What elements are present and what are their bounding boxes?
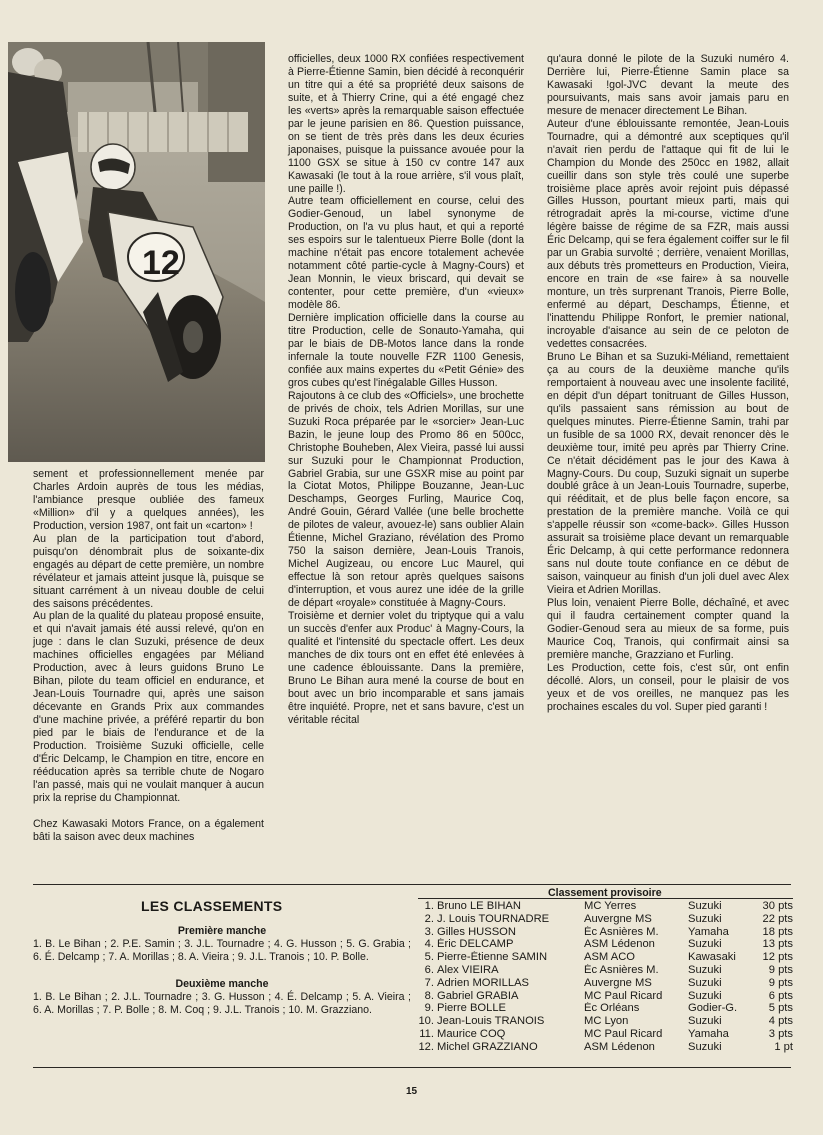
points-cell: 1 pt xyxy=(774,1040,793,1053)
race-photo xyxy=(8,42,265,462)
points-cell: 30 pts xyxy=(762,900,793,912)
brand-cell: Kawasaki xyxy=(688,951,736,964)
rider-cell: Gilles HUSSON xyxy=(437,925,516,938)
table-row xyxy=(418,1002,793,1015)
club-cell: ASM ACO xyxy=(584,951,635,964)
paragraph: sement et professionnellement menée par Charles Ardoin auprès de tous les médias, l'ambiance presque oubliée des fameux «Million» d'il y a quelques années), les Production, version 1987, ont fait un «carton» ! xyxy=(33,468,264,532)
standings-title: Classement provisoire xyxy=(548,887,662,899)
rank-cell: 6. xyxy=(424,963,434,976)
club-cell: ASM Lédenon xyxy=(584,1040,655,1053)
rank-cell: 10. xyxy=(418,1015,434,1028)
brand-cell: Suzuki xyxy=(688,963,722,976)
rank-cell: 1. xyxy=(424,900,434,912)
club-cell: ASM Lédenon xyxy=(584,938,655,951)
page-number: 15 xyxy=(406,1086,418,1097)
points-cell: 5 pts xyxy=(768,1002,793,1015)
results-title: LES CLASSEMENTS xyxy=(141,898,283,914)
points-cell: 12 pts xyxy=(762,951,793,964)
points-cell: 3 pts xyxy=(768,1027,793,1040)
club-cell: MC Yerres xyxy=(584,900,637,912)
table-row xyxy=(418,1015,793,1028)
club-cell: MC Paul Ricard xyxy=(584,989,663,1002)
standings-table xyxy=(418,898,793,1054)
race2-title: Deuxième manche xyxy=(175,978,269,990)
table-row xyxy=(418,977,793,990)
club-cell: MC Paul Ricard xyxy=(584,1027,663,1040)
points-cell: 18 pts xyxy=(762,925,793,938)
paragraph: Autre team officiellement en course, celui des Godier-Genoud, un label synonyme de Production, on l'a vu plus haut, et qui a reporté ses espoirs sur le talentueux Pierre Bolle (dont la machine n'était pas encore totalement achevée notamment côté partie-cycle à Magny-Cours) et Jean Monnin, le vieux briscard, qui devait se contenter, pour cette première, d'un «vieux» modèle 86. xyxy=(288,195,524,312)
rank-cell: 2. xyxy=(424,912,434,925)
rider-cell: J. Louis TOURNADRE xyxy=(437,912,550,925)
rank-cell: 11. xyxy=(419,1027,434,1040)
brand-cell: Suzuki xyxy=(688,1040,722,1053)
rider-cell: Jean-Louis TRANOIS xyxy=(437,1015,545,1028)
race2-result: 1. B. Le Bihan ; 2. J.L. Tournadre ; 3. G. Husson ; 4. É. Delcamp ; 5. A. Vieira ; 6. A. Morillas ; 7. P. Bolle ; 8. M. Coq ; 9. J.L. Tranois ; 10. M. Grazziano. xyxy=(33,991,411,1016)
article-column-2 xyxy=(288,53,524,727)
brand-cell: Suzuki xyxy=(688,912,722,925)
rank-cell: 7. xyxy=(424,976,434,989)
table-row xyxy=(418,926,793,939)
rank-cell: 3. xyxy=(424,925,434,938)
rider-cell: Alex VIEIRA xyxy=(437,963,499,976)
club-cell: Auvergne MS xyxy=(584,976,652,989)
rank-cell: 5. xyxy=(424,951,434,964)
paragraph: qu'aura donné le pilote de la Suzuki numéro 4. Derrière lui, Pierre-Étienne Samin place sa Kawasaki !gol-JVC devant la meute des poursuivants, mais sans avoir jamais paru en mesure de menacer directement Le Bihan. xyxy=(547,53,789,117)
paragraph: officielles, deux 1000 RX confiées respectivement à Pierre-Étienne Samin, bien décidé à reconquérir un titre qui a été sa propriété deux saisons de suite, et à Thierry Crine, qui a été engagé chez les «verts» après la remarquable saison effectuée par le jeune parisien en 86. Question puissance, on se tient de très près dans les deux écuries japonaises, puisque la puissance avouée pour la 1100 GSX se situe à 150 cv contre 147 aux Kawasaki (le tout à la roue arrière, s'il vous plaît, une paille !). xyxy=(288,53,524,195)
club-cell: Auvergne MS xyxy=(584,912,652,925)
article-column-1 xyxy=(33,468,264,844)
paragraph: Auteur d'une éblouissante remontée, Jean-Louis Tournadre, qui a démontré aux sceptiques qu'il n'avait rien perdu de l'attaque qui fit de lui le Champion du Monde des 250cc en 1982, allait cueillir dans son style très coulé une superbe troisième place après avoir rejoint puis dépassé Gilles Husson, pourtant mieux parti, mais qui rétrogradait après la mi-course, victime d'une légère baisse de régime de sa FZR, mais aussi Éric Delcamp, qui se fera également coiffer sur le fil par un Grabia survolté ; derrière, venaient Morillas, aux débuts très prometteurs en Production, Vieira, encore en train de «se faire» à sa nouvelle monture, un très surprenant Tranois, Pierre Bolle, enfermé au départ, Deschamps, Étienne, et l'inattendu Philippe Ronfort, le premier national, incroyable d'aisance au sein de ce peloton de vedettes consacrées. xyxy=(547,117,789,350)
points-cell: 9 pts xyxy=(768,976,793,989)
rider-cell: Maurice COQ xyxy=(437,1027,506,1040)
results-section xyxy=(33,900,411,1017)
points-cell: 13 pts xyxy=(762,938,793,951)
brand-cell: Suzuki xyxy=(688,938,722,951)
points-cell: 6 pts xyxy=(768,989,793,1002)
points-cell: 9 pts xyxy=(768,963,793,976)
table-row xyxy=(418,951,793,964)
rider-cell: Michel GRAZZIANO xyxy=(437,1040,538,1053)
paragraph: Rajoutons à ce club des «Officiels», une brochette de privés de choix, tels Adrien Morillas, sur une Suzuki Roca préparée par le «sorcier» Jean-Luc Bazin, le jeune loup des Promo 86 en 500cc, Christophe Bouheben, Alex Vieira, passé lui aussi sur Suzuki pour le Championnat Production, Gabriel Grabia, sur une GSXR mise au point par la Ciotat Motos, Philippe Bouzanne, Jean-Luc Deschamps, Georges Furling, Maurice Coq, André Gouin, Gérard Vallée (une belle brochette de pilotes de valeur, avouez-le) sans oublier Alain Étienne, Michel Graziano, révélation des Promo 750 la saison dernière, Jean-Louis Tranois, Michel Augizeau, ou encore Luc Maurel, qui effectue là son retour après quelques saisons d'interruption, et vous aurez une idée de la grille de départ «royale» constituée à Magny-Cours. xyxy=(288,389,524,610)
rank-cell: 8. xyxy=(424,989,434,1002)
rider-cell: Pierre BOLLE xyxy=(437,1002,507,1015)
brand-cell: Godier-G. xyxy=(688,1002,738,1015)
rider-cell: Pierre-Étienne SAMIN xyxy=(437,951,548,964)
table-row xyxy=(418,1041,793,1054)
table-row xyxy=(418,1028,793,1041)
club-cell: Éc Asnières M. xyxy=(584,963,659,976)
brand-cell: Suzuki xyxy=(688,900,722,912)
paragraph: Au plan de la participation tout d'abord, puisqu'on dénombrait plus de soixante-dix engagés au départ de cette première, un nombre révélateur et jamais atteint jusque là, puisque se situant carrément à un niveau double de celui des saisons précédentes. xyxy=(33,532,264,610)
brand-cell: Suzuki xyxy=(688,976,722,989)
table-row xyxy=(418,964,793,977)
brand-cell: Yamaha xyxy=(688,925,729,938)
rank-cell: 4. xyxy=(424,938,434,951)
article-column-3 xyxy=(547,53,789,714)
club-cell: MC Lyon xyxy=(584,1015,629,1028)
paragraph: Les Production, cette fois, c'est sûr, ont enfin décollé. Alors, un conseil, pour le plaisir de vos yeux et de vos oreilles, ne manquez pas les prochaines escales du vol. Super pied garanti ! xyxy=(547,661,789,713)
brand-cell: Yamaha xyxy=(688,1027,729,1040)
paragraph: Troisième et dernier volet du triptyque qui a valu un succès d'enfer aux Produc' à Magny-Cours, la qualité et l'intensité du spectacle offert. Les deux manches de dix tours ont en effet été enlevées à une cadence éblouissante. Dans la première, Bruno Le Bihan aura mené la course de bout en bout avec un brio incomparable et sans jamais être inquiété. Propre, net et sans bavure, c'est un véritable récital xyxy=(288,609,524,726)
paragraph: Au plan de la qualité du plateau proposé ensuite, et qui n'avait jamais été aussi relevé, qu'on en juge : dans le clan Suzuki, présence de deux machines officielles engagées par Méliand Production, avec à leurs guidons Bruno Le Bihan, pilote du team officiel en endurance, et Jean-Louis Tournadre qui, après une saison décevante en Grands Prix aux commandes d'une machine privée, a préféré repartir du bon pied par le biais de l'endurance et de la Production. Troisième Suzuki officielle, celle d'Éric Delcamp, le Champion en titre, encore en rééducation après sa terrible chute de Nogaro l'an passé, mais qui ne voulait manquer à aucun prix la reprise du Championnat. xyxy=(33,610,264,804)
paragraph: Plus loin, venaient Pierre Bolle, déchaîné, et avec qui il faudra certainement compter quand la Godier-Genoud sera au mieux de sa forme, puis Maurice Coq, Tranois, qui confirmait ainsi sa première manche, Grazziano et Furling. xyxy=(547,597,789,661)
brand-cell: Suzuki xyxy=(688,989,722,1002)
paragraph: Chez Kawasaki Motors France, on a également bâti la saison avec deux machines xyxy=(33,817,264,843)
paragraph: Dernière implication officielle dans la course au titre Production, celle de Sonauto-Yamaha, qui par le biais de DB-Motos lance dans la ronde infernale la toute nouvelle FZR 1100 Genesis, confiée aux mains expertes du «Petit Génie» des gros cubes qu'est l'inégalable Gilles Husson. xyxy=(288,312,524,389)
points-cell: 4 pts xyxy=(768,1015,793,1028)
rank-cell: 12. xyxy=(418,1040,434,1053)
table-row xyxy=(418,938,793,951)
race1-result: 1. B. Le Bihan ; 2. P.E. Samin ; 3. J.L. Tournadre ; 4. G. Husson ; 5. G. Grabia ; 6. É. Delcamp ; 7. A. Morillas ; 8. A. Vieira ; 9. J.L. Tranois ; 10. P. Bolle. xyxy=(33,938,411,963)
race1-title: Première manche xyxy=(177,925,267,937)
paragraph: Bruno Le Bihan et sa Suzuki-Méliand, remettaient ça au cours de la deuxième manche qu'ils remportaient à nouveau avec une insolente facilité, en dépit d'un départ tonitruant de Gilles Husson, qu'ils passaient sans rémission au bout de quelques minutes. Pierre-Étienne Samin, trahi par un fusible de sa 1000 RX, devait renoncer dès le deuxième tour, imité peu après par Thierry Crine. Ce n'était décidément pas le jour des Kawa à Magny-Cours. Du coup, Suzuki signait un superbe doublé grâce à un Jean-Louis Tournadre, superbe, qui rééditait, et de plus belle façon encore, sa prestation de la première manche. Voilà ce qui s'appelle réussir son «come-back». Gilles Husson assurait sa troisième place devant un remarquable Éric Delcamp, à qui cette performance redonnera sans nul doute toute confiance en ce début de saison, vainqueur au finish d'un joli duel avec Alex Vieira et Adrien Morillas. xyxy=(547,350,789,597)
table-row xyxy=(418,913,793,926)
rider-cell: Gabriel GRABIA xyxy=(437,989,519,1002)
rider-cell: Adrien MORILLAS xyxy=(437,976,530,989)
rider-cell: Éric DELCAMP xyxy=(437,938,514,951)
number-plate-text: 12 xyxy=(142,244,180,282)
club-cell: Éc Orléans xyxy=(584,1002,640,1015)
bottom-divider xyxy=(33,1067,791,1068)
points-cell: 22 pts xyxy=(762,912,793,925)
brand-cell: Suzuki xyxy=(688,1015,722,1028)
rank-cell: 9. xyxy=(424,1002,434,1015)
club-cell: Éc Asnières M. xyxy=(584,925,659,938)
rider-cell: Bruno LE BIHAN xyxy=(437,900,521,912)
table-row xyxy=(418,900,793,913)
section-divider xyxy=(33,884,791,885)
table-row xyxy=(418,990,793,1003)
